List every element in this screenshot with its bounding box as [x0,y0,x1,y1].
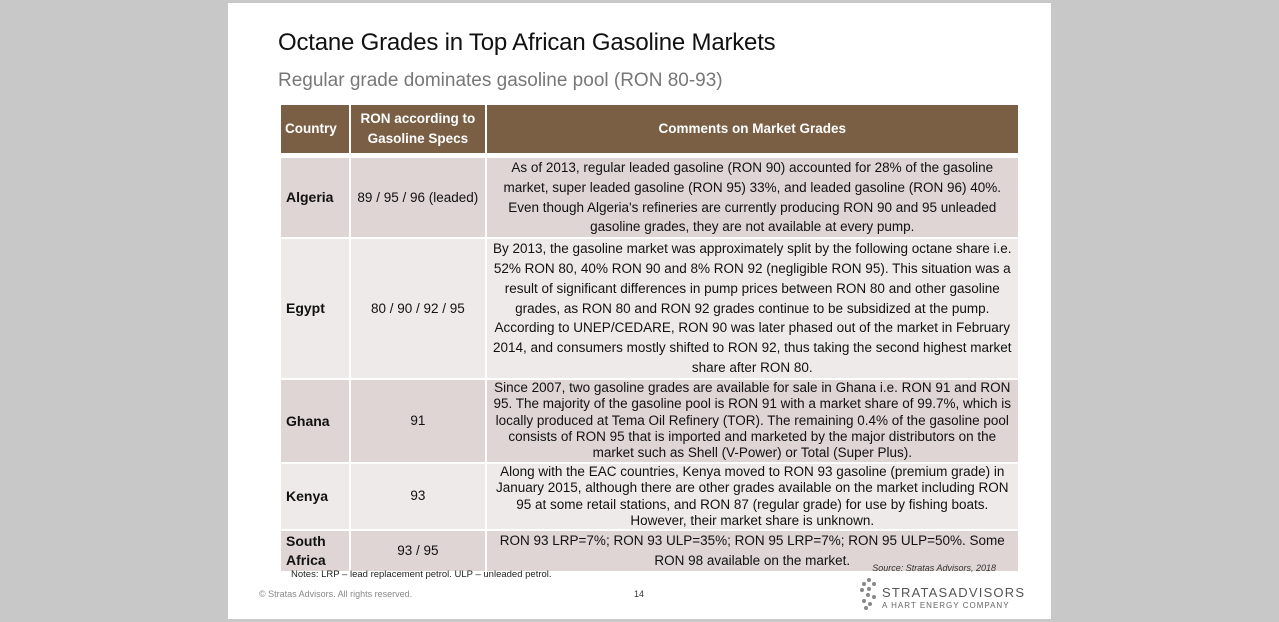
comment-cell: By 2013, the gasoline market was approximately split by the following octane share i.e. 52% RON 80, 40% RON 90 and 8% RON 92 (negligible RON 95). This situation was a result of significant differences in pump prices between RON 80 and other gasoline grades, as RON 80 and RON 92 grades continue to be subsidized at the pump. According to UNEP/CEDARE, RON 90 was later phased out of the market in February 2014, and consumers mostly shifted to RON 92, thus taking the second highest market share after RON 80. [487,239,1018,378]
comment-cell: As of 2013, regular leaded gasoline (RON 90) accounted for 28% of the gasoline market, super leaded gasoline (RON 95) 33%, and leaded gasoline (RON 96) 40%. Even though Algeria's refineries are currently producing RON 90 and 95 unleaded gasoline grades, they are not available at every pump. [487,158,1018,237]
comment-cell: Since 2007, two gasoline grades are available for sale in Ghana i.e. RON 91 and RON 95. The majority of the gasoline pool is RON 91 with a market share of 99.7%, which is locally produced at Tema Oil Refinery (TOR). The remaining 0.4% of the gasoline pool consists of RON 95 that is imported and marketed by the major distributors on the market such as Shell (V-Power) or Total (Super Plus). [487,380,1018,462]
ron-cell: 91 [351,380,484,462]
country-cell: Kenya [281,464,349,530]
table-header-row [281,105,1018,156]
slide-title: Octane Grades in Top African Gasoline Markets [278,29,776,56]
country-cell: Egypt [281,239,349,378]
table-row [281,380,1018,462]
country-cell: Algeria [281,158,349,237]
comment-cell: Along with the EAC countries, Kenya moved to RON 93 gasoline (premium grade) in January 2015, although there are other grades available on the market including RON 95 at some retail stations, and RON 87 (regular grade) for use by fishing boats. However, their market share is unknown. [487,464,1018,530]
copyright: © Stratas Advisors. All rights reserved. [259,589,413,599]
header-ron: RON according to Gasoline Specs [351,105,484,156]
country-cell: Ghana [281,380,349,462]
slide-subtitle: Regular grade dominates gasoline pool (RON 80-93) [278,70,723,91]
header-comments: Comments on Market Grades [487,105,1018,156]
table-row [281,464,1018,530]
table-row [281,239,1018,378]
source-note: Source: Stratas Advisors, 2018 [872,563,996,573]
logo-name: STRATASADVISORS [882,585,1026,600]
slide [228,3,1051,619]
comment-cell: RON 93 LRP=7%; RON 93 ULP=35%; RON 95 LRP=7%; RON 95 ULP=50%. Some RON 98 available on the market. [487,531,1018,571]
footnote: Notes: LRP – lead replacement petrol. ULP – unleaded petrol. [291,569,552,580]
logo-tagline: A HART ENERGY COMPANY [882,601,1010,610]
stratas-logo [858,577,1026,613]
header-country: Country [281,105,349,156]
ron-cell: 89 / 95 / 96 (leaded) [351,158,484,237]
ron-cell: 93 / 95 [351,531,484,571]
octane-table [279,103,1020,573]
logo-dots-icon [858,577,880,611]
country-cell: South Africa [281,531,349,571]
ron-cell: 93 [351,464,484,530]
ron-cell: 80 / 90 / 92 / 95 [351,239,484,378]
page-number: 14 [634,589,645,599]
table-row [281,158,1018,237]
